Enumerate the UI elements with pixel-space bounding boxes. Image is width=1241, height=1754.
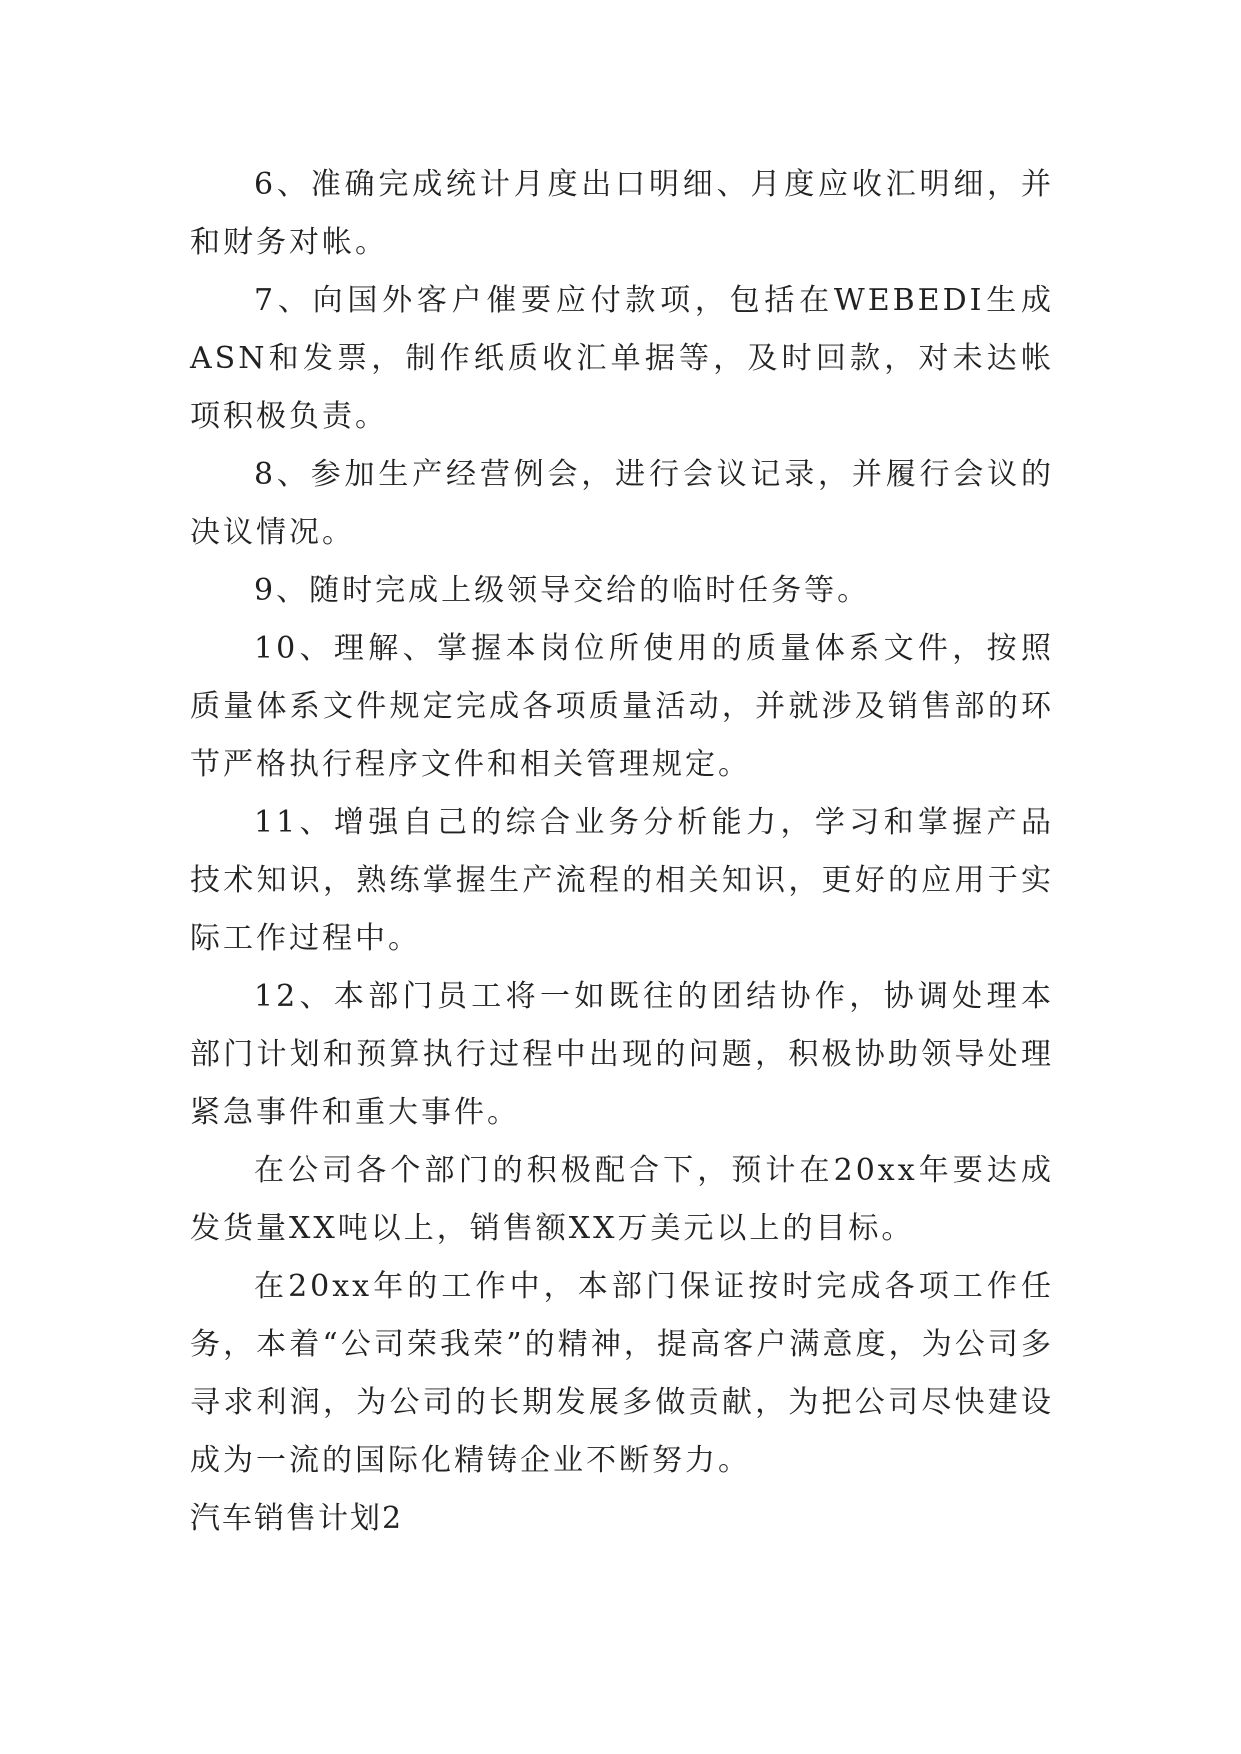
document-body [190, 156, 1054, 1548]
paragraph-item-10: 10、理解、掌握本岗位所使用的质量体系文件，按照质量体系文件规定完成各项质量活动，并就涉及销售部的环节严格执行程序文件和相关管理规定。 [190, 631, 1054, 782]
paragraph-target-goal: 在公司各个部门的积极配合下，预计在20xx年要达成发货量XX吨以上，销售额XX万美元以上的目标。 [190, 1153, 1054, 1246]
section-heading: 汽车销售计划2 [190, 1501, 404, 1536]
paragraph-commitment: 在20xx年的工作中，本部门保证按时完成各项工作任务，本着“公司荣我荣”的精神，提高客户满意度，为公司多寻求利润，为公司的长期发展多做贡献，为把公司尽快建设成为一流的国际化精铸企业不断努力。 [190, 1269, 1054, 1478]
paragraph-item-12: 12、本部门员工将一如既往的团结协作，协调处理本部门计划和预算执行过程中出现的问题，积极协助领导处理紧急事件和重大事件。 [190, 979, 1054, 1130]
paragraph-item-9: 9、随时完成上级领导交给的临时任务等。 [254, 573, 871, 608]
paragraph-item-7: 7、向国外客户催要应付款项，包括在WEBEDI生成ASN和发票，制作纸质收汇单据等，及时回款，对未达帐项积极负责。 [190, 283, 1054, 434]
paragraph-item-8: 8、参加生产经营例会，进行会议记录，并履行会议的决议情况。 [190, 457, 1054, 550]
paragraph-item-11: 11、增强自己的综合业务分析能力，学习和掌握产品技术知识，熟练掌握生产流程的相关知识，更好的应用于实际工作过程中。 [190, 805, 1054, 956]
paragraph-item-6: 6、准确完成统计月度出口明细、月度应收汇明细，并和财务对帐。 [190, 167, 1054, 260]
